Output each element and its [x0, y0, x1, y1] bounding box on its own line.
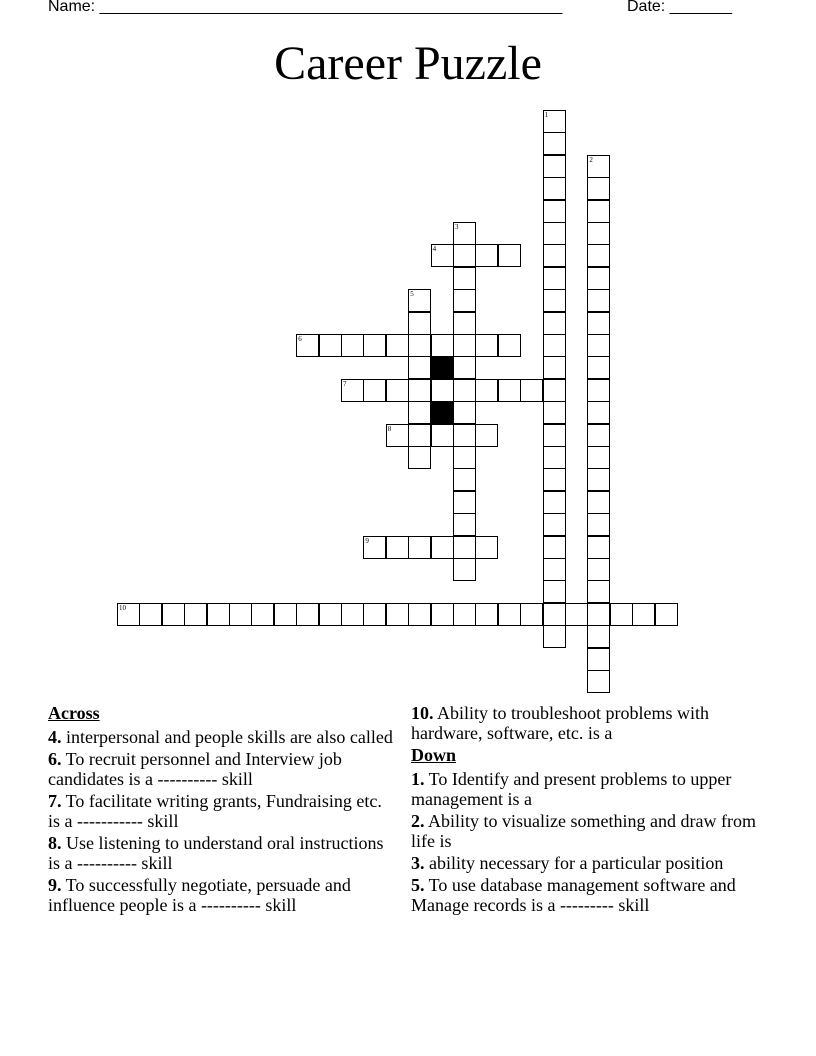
- crossword-cell[interactable]: [386, 536, 409, 559]
- crossword-cell[interactable]: [274, 603, 297, 626]
- black-square: [431, 356, 454, 379]
- crossword-cell[interactable]: [520, 379, 543, 402]
- crossword-cell[interactable]: [587, 334, 610, 357]
- crossword-cell[interactable]: [319, 334, 342, 357]
- crossword-cell[interactable]: [453, 244, 476, 267]
- crossword-cell[interactable]: [543, 267, 566, 290]
- across-heading: Across: [48, 703, 100, 723]
- crossword-cell[interactable]: [363, 334, 386, 357]
- crossword-cell[interactable]: [543, 334, 566, 357]
- crossword-cell[interactable]: [543, 244, 566, 267]
- crossword-cell[interactable]: [498, 244, 521, 267]
- crossword-cell[interactable]: [431, 424, 454, 447]
- crossword-cell[interactable]: [587, 401, 610, 424]
- clue-across-9: 9. To successfully negotiate, persuade and influence people is a ---------- skill: [48, 875, 351, 915]
- crossword-cell[interactable]: [139, 603, 162, 626]
- black-square: [431, 401, 454, 424]
- clue-across-10: 10. Ability to troubleshoot problems with hardware, software, etc. is a: [411, 703, 709, 743]
- crossword-cell[interactable]: [587, 446, 610, 469]
- clue-across-4: 4. interpersonal and people skills are also called: [48, 727, 393, 747]
- crossword-cell[interactable]: [431, 536, 454, 559]
- crossword-cell[interactable]: [453, 424, 476, 447]
- crossword-cell[interactable]: [587, 491, 610, 514]
- crossword-cell[interactable]: [475, 334, 498, 357]
- crossword-cell[interactable]: [453, 513, 476, 536]
- crossword-cell[interactable]: [475, 379, 498, 402]
- crossword-cell[interactable]: [587, 177, 610, 200]
- crossword-cell[interactable]: [453, 603, 476, 626]
- crossword-cell[interactable]: [184, 603, 207, 626]
- clue-number: 8: [387, 424, 392, 433]
- crossword-cell[interactable]: [386, 379, 409, 402]
- crossword-cell[interactable]: [363, 379, 386, 402]
- crossword-cell[interactable]: [587, 536, 610, 559]
- crossword-cell[interactable]: [587, 200, 610, 223]
- crossword-cell[interactable]: [453, 379, 476, 402]
- crossword-cell[interactable]: [587, 468, 610, 491]
- crossword-cell[interactable]: [587, 267, 610, 290]
- clue-number: 3: [455, 223, 459, 231]
- crossword-cell[interactable]: [587, 312, 610, 335]
- crossword-cell[interactable]: [655, 603, 678, 626]
- crossword-cell[interactable]: [543, 446, 566, 469]
- crossword-cell[interactable]: [386, 334, 409, 357]
- crossword-cell[interactable]: [543, 222, 566, 245]
- crossword-cell[interactable]: [543, 603, 566, 626]
- crossword-cell[interactable]: [341, 603, 364, 626]
- crossword-cell[interactable]: [543, 424, 566, 447]
- clue-number: 2: [589, 155, 593, 164]
- crossword-cell[interactable]: [543, 491, 566, 514]
- crossword-cell[interactable]: [453, 536, 476, 559]
- clue-number: 6: [298, 335, 302, 343]
- crossword-cell[interactable]: [543, 356, 566, 379]
- clue-number: 10: [119, 603, 126, 612]
- crossword-cell[interactable]: [543, 200, 566, 223]
- crossword-cell[interactable]: [431, 603, 454, 626]
- clue-number: 1: [544, 111, 549, 119]
- crossword-cell[interactable]: [587, 670, 610, 693]
- crossword-cell[interactable]: [632, 603, 655, 626]
- clue-number: 7: [343, 379, 347, 388]
- crossword-cell[interactable]: [543, 312, 566, 335]
- crossword-cell[interactable]: [587, 603, 610, 626]
- crossword-cell[interactable]: [408, 424, 431, 447]
- crossword-cell[interactable]: [587, 244, 610, 267]
- crossword-cell[interactable]: [475, 424, 498, 447]
- crossword-cell[interactable]: [543, 289, 566, 312]
- crossword-cell[interactable]: [453, 401, 476, 424]
- crossword-cell[interactable]: [453, 312, 476, 335]
- crossword-cell[interactable]: [543, 132, 566, 155]
- crossword-cell[interactable]: [587, 513, 610, 536]
- crossword-cell[interactable]: [453, 491, 476, 514]
- crossword-cell[interactable]: [543, 558, 566, 581]
- crossword-cell[interactable]: [543, 625, 566, 648]
- page-title: Career Puzzle: [274, 37, 542, 90]
- crossword-cell[interactable]: [319, 603, 342, 626]
- clues-right-column: [411, 703, 771, 917]
- crossword-cell[interactable]: [543, 379, 566, 402]
- crossword-cell[interactable]: [408, 379, 431, 402]
- crossword-cell[interactable]: [587, 424, 610, 447]
- crossword-cell[interactable]: [610, 603, 633, 626]
- crossword-cell[interactable]: [587, 580, 610, 603]
- crossword-cell[interactable]: [207, 603, 230, 626]
- crossword-cell[interactable]: [498, 334, 521, 357]
- crossword-cell[interactable]: [408, 312, 431, 335]
- crossword-cell[interactable]: [453, 267, 476, 290]
- crossword-cell[interactable]: [408, 536, 431, 559]
- crossword-cell[interactable]: [431, 379, 454, 402]
- clue-down-1: 1. To Identify and present problems to upper management is a: [411, 769, 732, 809]
- crossword-cell[interactable]: [498, 603, 521, 626]
- crossword-cell[interactable]: [543, 513, 566, 536]
- clue-number: 9: [365, 536, 369, 545]
- crossword-cell[interactable]: [341, 334, 364, 357]
- crossword-cell[interactable]: [408, 446, 431, 469]
- crossword-cell[interactable]: [520, 603, 543, 626]
- crossword-cell[interactable]: [363, 603, 386, 626]
- crossword-cell[interactable]: [565, 603, 588, 626]
- crossword-cell[interactable]: [408, 356, 431, 379]
- crossword-cell[interactable]: [498, 379, 521, 402]
- name-field[interactable]: Name: ____________________________________________________: [48, 0, 563, 15]
- crossword-cell[interactable]: [475, 244, 498, 267]
- clues-left-column: [48, 703, 393, 917]
- crossword-cell[interactable]: [587, 222, 610, 245]
- crossword-cell[interactable]: [587, 379, 610, 402]
- clue-down-2: 2. Ability to visualize something and draw from life is: [411, 811, 756, 851]
- crossword-cell[interactable]: [543, 580, 566, 603]
- crossword-cell[interactable]: [543, 155, 566, 178]
- crossword-cell[interactable]: [475, 536, 498, 559]
- crossword-cell[interactable]: [408, 603, 431, 626]
- crossword-cell[interactable]: [587, 356, 610, 379]
- crossword-cell[interactable]: [587, 558, 610, 581]
- down-heading: Down: [411, 745, 457, 765]
- crossword-cell[interactable]: [543, 536, 566, 559]
- clue-number: 5: [410, 290, 414, 299]
- crossword-cell[interactable]: [408, 401, 431, 424]
- crossword-cell[interactable]: [431, 334, 454, 357]
- clue-down-3: 3. ability necessary for a particular position: [411, 853, 724, 873]
- crossword-cell[interactable]: [386, 603, 409, 626]
- crossword-cell[interactable]: [408, 334, 431, 357]
- crossword-cell[interactable]: [475, 603, 498, 626]
- crossword-cell[interactable]: [251, 603, 274, 626]
- clue-number: 4: [432, 245, 437, 254]
- crossword-cell[interactable]: [587, 625, 610, 648]
- crossword-cell[interactable]: [587, 289, 610, 312]
- crossword-cell[interactable]: [543, 177, 566, 200]
- clue-down-5: 5. To use database management software and Manage records is a --------- skill: [411, 875, 736, 915]
- clue-across-6: 6. To recruit personnel and Interview job candidates is a ---------- skill: [48, 749, 342, 789]
- crossword-cell[interactable]: [453, 356, 476, 379]
- clue-across-8: 8. Use listening to understand oral instructions is a ---------- skill: [48, 833, 384, 873]
- crossword-cell[interactable]: [543, 401, 566, 424]
- crossword-cell[interactable]: [229, 603, 252, 626]
- crossword-cell[interactable]: [453, 446, 476, 469]
- crossword-cell[interactable]: [296, 603, 319, 626]
- crossword-cell[interactable]: [453, 468, 476, 491]
- crossword-cell[interactable]: [453, 289, 476, 312]
- crossword-cell[interactable]: [543, 468, 566, 491]
- crossword-cell[interactable]: [587, 648, 610, 671]
- clue-across-7: 7. To facilitate writing grants, Fundraising etc. is a ----------- skill: [48, 791, 382, 831]
- crossword-cell[interactable]: [162, 603, 185, 626]
- date-field[interactable]: Date: _______: [627, 0, 732, 15]
- crossword-cell[interactable]: [453, 558, 476, 581]
- crossword-cell[interactable]: [453, 334, 476, 357]
